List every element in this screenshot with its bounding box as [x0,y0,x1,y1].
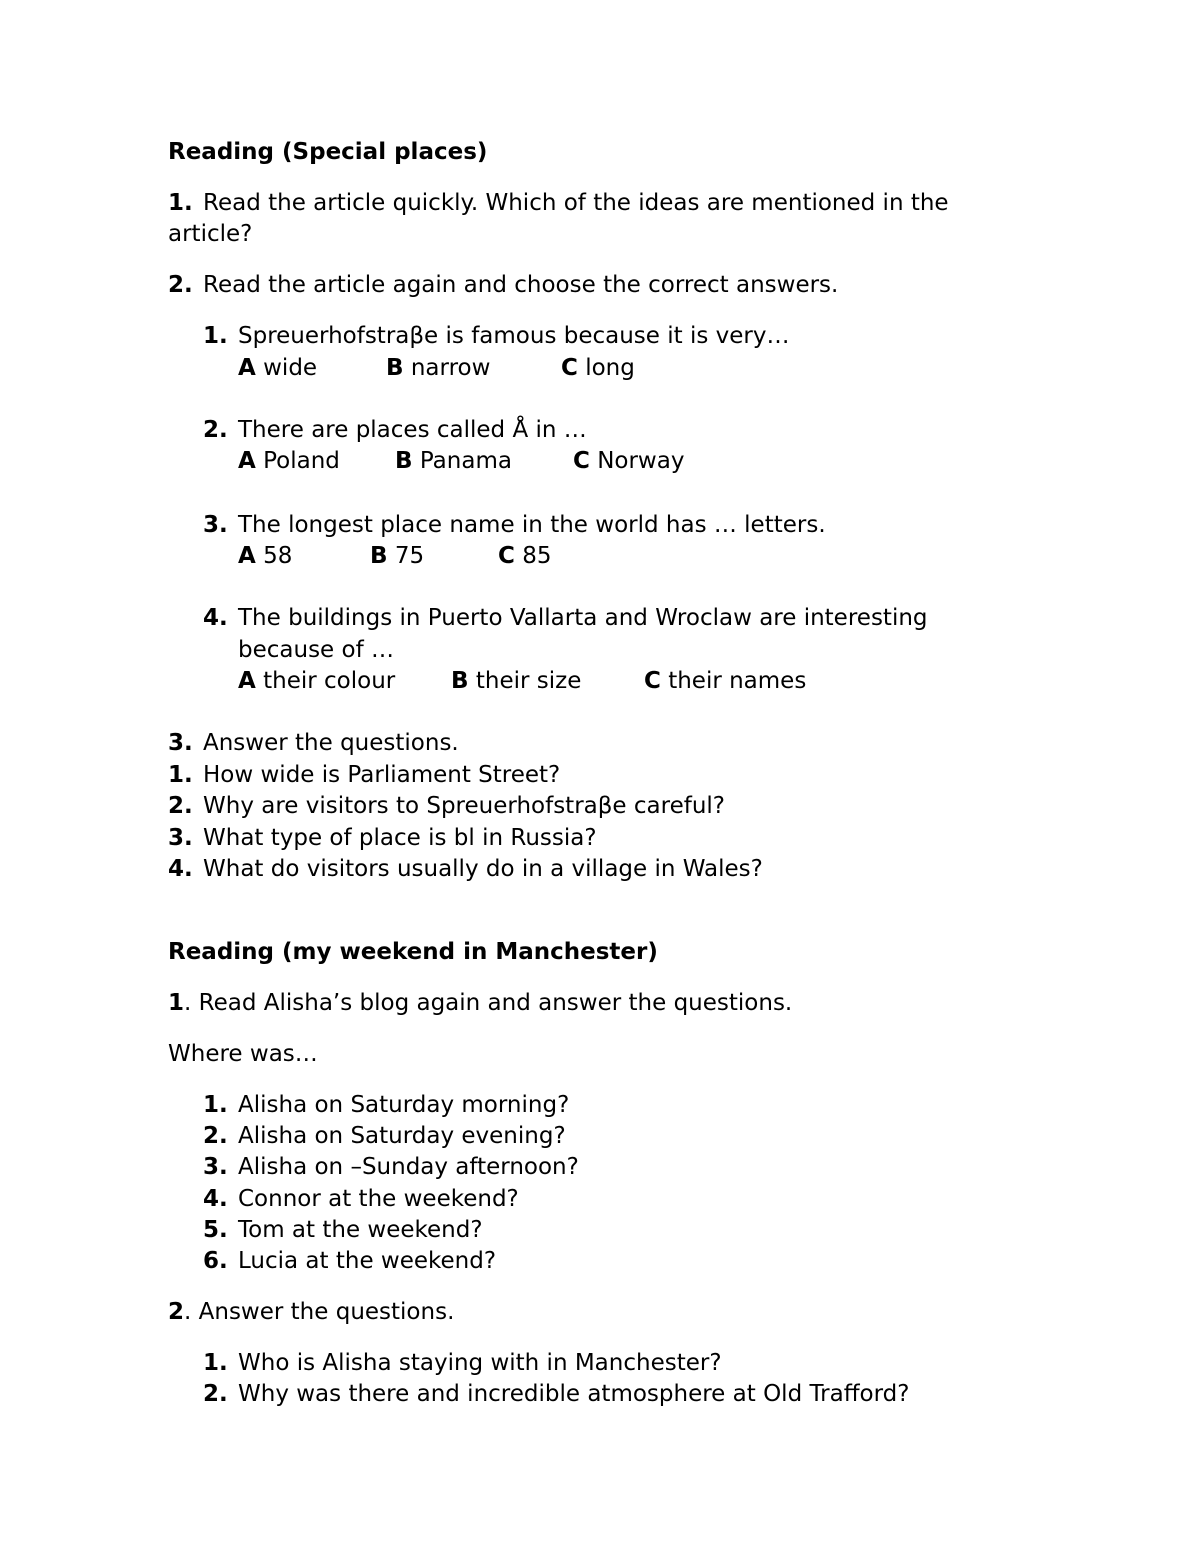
option-c: C 85 [498,543,552,569]
option-b: B 75 [370,543,425,569]
option-b: B narrow [386,355,491,381]
item-text: There are places called Å in … [238,417,587,443]
mc-item-4 [203,603,928,634]
answer-item-2: 2. Why was there and incredible atmosphere at Old Trafford? [203,1381,910,1407]
mc-item-2 [203,415,587,446]
answer-item-1: 1. Who is Alisha staying with in Manchester? [203,1350,722,1376]
where-item-5: 5. Tom at the weekend? [203,1217,483,1243]
manchester-question-2 [168,1297,454,1328]
question-text: . Answer the questions. [184,1299,455,1325]
mc-item-3 [203,510,826,541]
question-3 [168,728,459,759]
question-text: Answer the questions. [203,730,459,756]
item-number: 3. [203,512,228,538]
item-text: Spreuerhofstraβe is famous because it is very… [238,323,790,349]
mc-item-1 [203,321,789,352]
question-number: 2 [168,1299,185,1325]
item-number: 4. [203,605,228,631]
option-b: B Panama [395,448,512,474]
option-a: A wide [238,355,318,381]
where-item-4: 4. Connor at the weekend? [203,1186,519,1212]
section-title-special-places: Reading (Special places) [168,139,488,165]
mc-item-4-options [238,666,938,697]
question-text: Read the article again and choose the correct answers. [203,272,839,298]
question-3-item-4: 4. What do visitors usually do in a village in Wales? [168,856,763,882]
mc-item-2-options [238,446,838,477]
where-was-lead: Where was… [168,1041,318,1067]
option-c: C long [561,355,635,381]
question-text: Read the article quickly. Which of the ideas are mentioned in the [203,190,949,216]
item-text: The longest place name in the world has … letters. [238,512,826,538]
where-item-6: 6. Lucia at the weekend? [203,1248,497,1274]
question-number: 3. [168,730,193,756]
section-title-manchester: Reading (my weekend in Manchester) [168,939,658,965]
question-1-continued: article? [168,221,253,247]
question-number: 2. [168,272,193,298]
item-number: 2. [203,417,228,443]
question-3-item-3: 3. What type of place is bl in Russia? [168,825,597,851]
where-item-3: 3. Alisha on –Sunday afternoon? [203,1154,579,1180]
mc-item-3-options [238,541,838,572]
question-number: 1. [168,190,193,216]
question-text: . Read Alisha’s blog again and answer the questions. [184,990,793,1016]
where-item-2: 2. Alisha on Saturday evening? [203,1123,566,1149]
option-a: A their colour [238,668,396,694]
question-1 [168,188,949,219]
question-3-item-2: 2. Why are visitors to Spreuerhofstraβe careful? [168,793,725,819]
option-a: A 58 [238,543,293,569]
item-text: The buildings in Puerto Vallarta and Wroclaw are interesting [238,605,928,631]
option-c: C their names [644,668,807,694]
question-3-item-1: 1. How wide is Parliament Street? [168,762,561,788]
option-b: B their size [451,668,582,694]
question-number: 1 [168,990,185,1016]
option-c: C Norway [573,448,685,474]
manchester-question-1 [168,988,792,1019]
mc-item-1-options [238,353,838,384]
option-a: A Poland [238,448,340,474]
where-item-1: 1. Alisha on Saturday morning? [203,1092,570,1118]
mc-item-4-continued: because of … [238,637,394,663]
question-2 [168,270,838,301]
item-number: 1. [203,323,228,349]
